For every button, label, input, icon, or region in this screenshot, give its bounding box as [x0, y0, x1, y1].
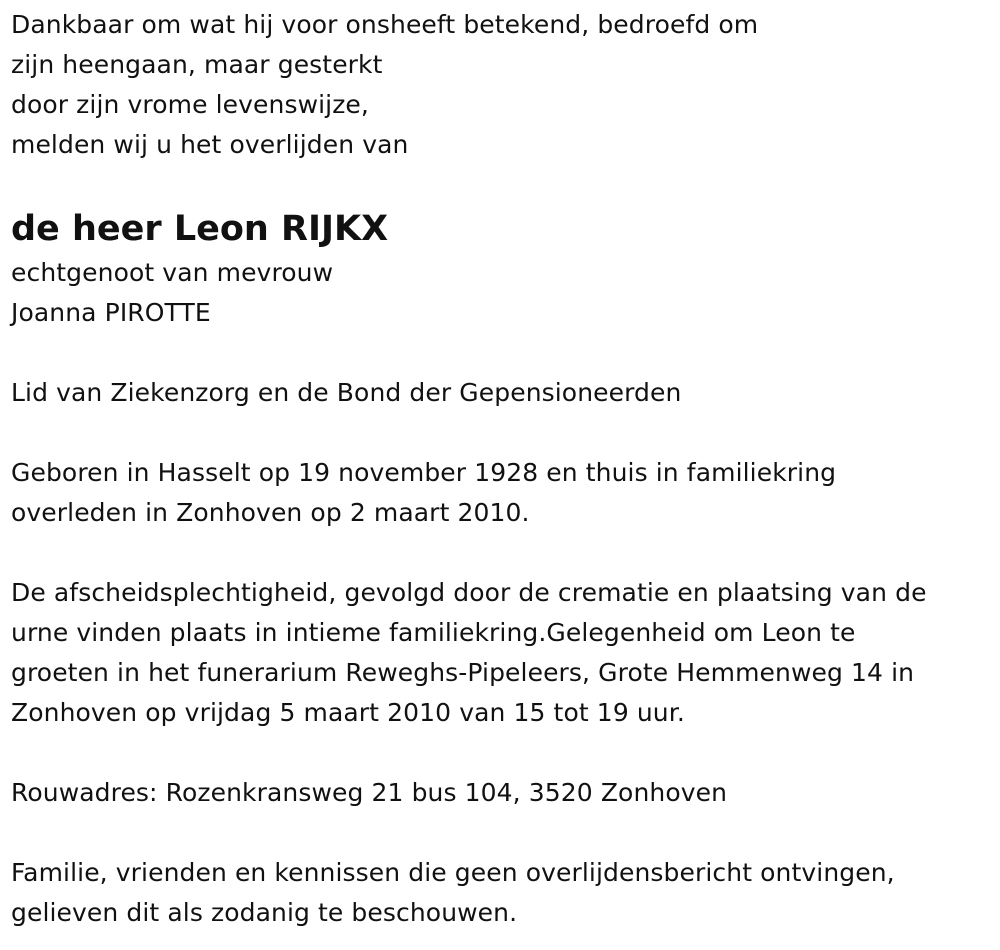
death-notice	[11, 5, 991, 933]
intro-line: Dankbaar om wat hij voor onsheeft betekend, bedroefd om	[11, 10, 759, 39]
address-line: Rouwadres: Rozenkransweg 21 bus 104, 3520 Zonhoven	[11, 778, 728, 807]
birth-death-line: Geboren in Hasselt op 19 november 1928 en thuis in familiekring	[11, 458, 837, 487]
closing-line: Familie, vrienden en kennissen die geen overlijdensbericht ontvingen,	[11, 858, 895, 887]
membership-line: Lid van Ziekenzorg en de Bond der Gepensioneerden	[11, 378, 682, 407]
ceremony-line: De afscheidsplechtigheid, gevolgd door de crematie en plaatsing van de	[11, 578, 927, 607]
spouse-name: Joanna PIROTTE	[11, 298, 211, 327]
spacer	[11, 733, 991, 773]
birth-death-line: overleden in Zonhoven op 2 maart 2010.	[11, 498, 530, 527]
spacer	[11, 333, 991, 373]
intro-line: door zijn vrome levenswijze,	[11, 90, 369, 119]
closing-line: gelieven dit als zodanig te beschouwen.	[11, 898, 518, 927]
spouse-line: echtgenoot van mevrouw	[11, 258, 334, 287]
intro-line: zijn heengaan, maar gesterkt	[11, 50, 383, 79]
ceremony-line: groeten in het funerarium Reweghs-Pipeleers, Grote Hemmenweg 14 in	[11, 658, 915, 687]
spacer	[11, 813, 991, 853]
ceremony-paragraph	[11, 573, 991, 733]
intro-paragraph	[11, 5, 991, 165]
ceremony-line: urne vinden plaats in intieme familiekring.Gelegenheid om Leon te	[11, 618, 856, 647]
deceased-name: de heer Leon RIJKX	[11, 209, 389, 249]
intro-line: melden wij u het overlijden van	[11, 130, 409, 159]
spacer	[11, 413, 991, 453]
deceased-block	[11, 205, 991, 333]
closing-paragraph	[11, 853, 991, 933]
spacer	[11, 533, 991, 573]
spacer	[11, 165, 991, 205]
ceremony-line: Zonhoven op vrijdag 5 maart 2010 van 15 tot 19 uur.	[11, 698, 685, 727]
birth-death-paragraph	[11, 453, 991, 533]
